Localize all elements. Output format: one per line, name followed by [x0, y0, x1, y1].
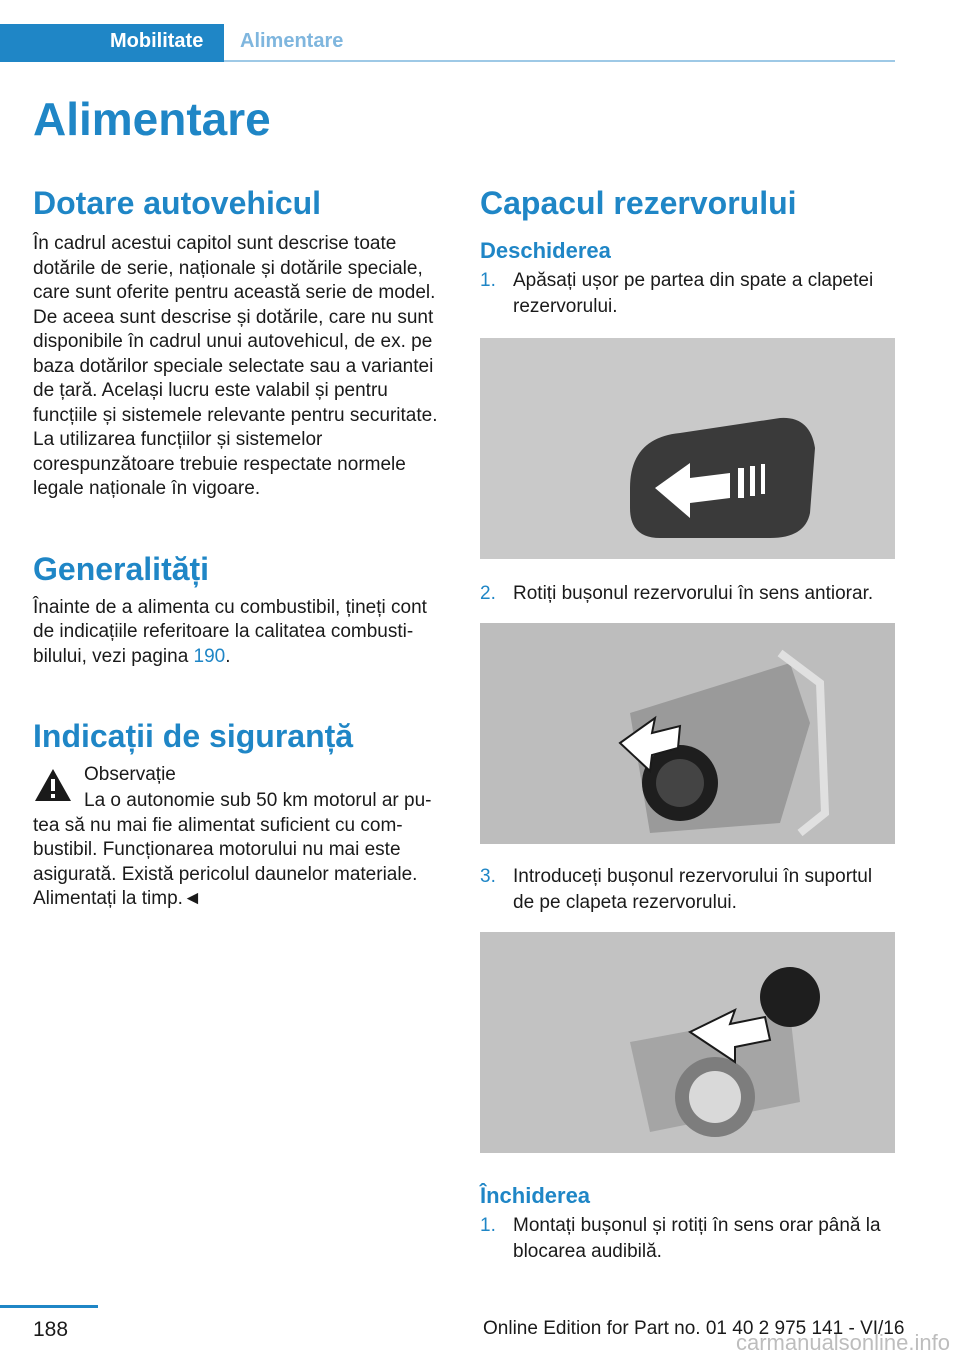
header-tabs: [0, 0, 960, 62]
list-item: 1. Apăsați ușor pe partea din spate a clapetei rezervorului.: [480, 270, 874, 317]
warning-title: Observație: [84, 764, 176, 785]
warning-body: La o autonomie sub 50 km motorul ar putea să nu mai fie alimentat suficient cu combustibil. Funcționarea motorului nu mai este asigurată. Există pericolul daunelor materiale. Alimentați la timp.◄: [33, 790, 432, 909]
close-steps: [480, 1213, 895, 1265]
fuel-flap-press-illustration: [480, 338, 895, 559]
header-divider: [224, 60, 895, 62]
page-number: 188: [33, 1318, 69, 1341]
open-steps-2: [480, 581, 895, 607]
page-title: Alimentare: [33, 93, 271, 145]
section-title-indicatii: Indicații de siguranță: [33, 718, 354, 754]
section-title-capac: Capacul rezervorului: [480, 185, 797, 221]
open-steps-1: [480, 268, 895, 320]
tab-alimentare[interactable]: Alimentare: [240, 30, 344, 52]
list-item: 1. Montați bușonul și rotiți în sens orar până la blocarea audibilă.: [480, 1215, 881, 1262]
fuel-cap-rotate-illustration: [480, 623, 895, 844]
tab-mobilitate[interactable]: Mobilitate: [0, 24, 224, 62]
left-column: [33, 184, 448, 912]
edition-text: Online Edition for Part no. 01 40 2 975 141 - VI/16: [483, 1318, 905, 1339]
subheading-inchiderea: Închiderea: [480, 1183, 591, 1208]
list-item: 2. Rotiți bușonul rezervorului în sens antiorar.: [480, 583, 874, 604]
fuel-cap-holder-illustration: [480, 932, 895, 1153]
footer-divider: [0, 1305, 98, 1308]
list-item: 3. Introduceți bușonul rezervorului în suportul de pe clapeta rezervorului.: [480, 866, 873, 913]
photo-rotate-cap: [480, 623, 895, 844]
watermark: carmanualsonline.info: [735, 1330, 950, 1355]
page-link-190[interactable]: 190: [193, 645, 226, 667]
photo-store-cap: [480, 932, 895, 1153]
right-column: [480, 184, 895, 1265]
warning-block: [33, 761, 448, 912]
open-steps-3: [480, 864, 895, 916]
warning-icon: [33, 767, 73, 803]
subheading-deschiderea: Deschiderea: [480, 238, 611, 263]
section-title-dotare: Dotare autovehicul: [33, 185, 322, 221]
photo-press-flap: [480, 338, 895, 559]
section-title-generalitati: Generalități: [33, 550, 210, 587]
section-body-dotare: În cadrul acestui capitol sunt descrise toate dotările de serie, naționale și dotările speciale, care sunt oferite pentru această serie de model. De aceea sunt descrise și dotările, care nu sunt disponibile în cadrul unui autovehicul, de ex. pe baza dotărilor speciale selectate sau a variantei de țară. Același lucru este valabil și pentru funcțiile și sistemele relevante pentru securitate. La utilizarea funcțiilor și sistemelor corespunzătoare trebuie respectate normele legale naționale în vigoare.: [33, 233, 438, 499]
section-body-generalitati: Înainte de a alimenta cu combustibil, țineți cont de indicațiile referitoare la calitatea combustibilului, vezi pagina 190.: [33, 596, 427, 667]
